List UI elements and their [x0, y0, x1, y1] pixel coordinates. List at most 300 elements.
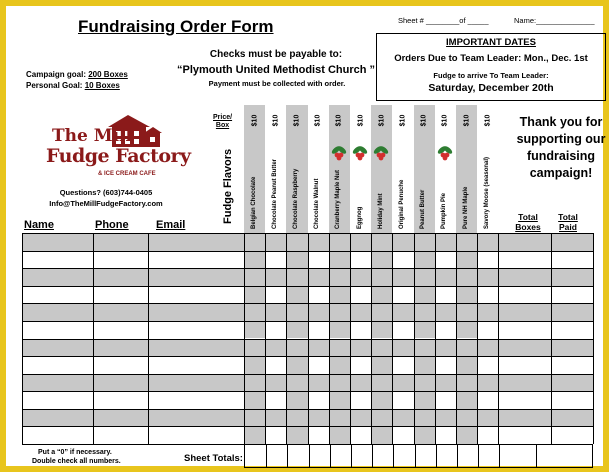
table-cell[interactable]	[371, 356, 392, 374]
table-cell[interactable]	[286, 321, 307, 339]
table-cell[interactable]	[551, 339, 593, 357]
table-cell[interactable]	[551, 233, 593, 251]
flavor-name: Eggnog	[356, 206, 363, 229]
column-divider	[593, 233, 594, 444]
table-cell[interactable]	[551, 321, 593, 339]
table-cell[interactable]	[286, 391, 307, 409]
table-cell[interactable]	[350, 374, 371, 392]
table-cell[interactable]	[414, 286, 435, 304]
table-cell[interactable]	[265, 409, 286, 427]
table-cell[interactable]	[308, 233, 329, 251]
table-cell[interactable]	[371, 374, 392, 392]
table-cell[interactable]	[308, 374, 329, 392]
table-cell[interactable]	[93, 426, 148, 444]
table-cell[interactable]	[244, 251, 265, 269]
table-cell[interactable]	[329, 286, 350, 304]
table-cell[interactable]	[392, 356, 413, 374]
campaign-goal	[26, 70, 128, 79]
table-cell[interactable]	[22, 233, 93, 251]
table-cell[interactable]	[93, 268, 148, 286]
campaign-goal-label: Campaign goal:	[26, 70, 89, 79]
table-cell[interactable]	[265, 356, 286, 374]
table-cell[interactable]	[498, 321, 551, 339]
table-cell[interactable]	[148, 339, 244, 357]
table-cell[interactable]	[244, 391, 265, 409]
table-cell[interactable]	[477, 339, 498, 357]
table-cell[interactable]	[22, 426, 93, 444]
table-cell[interactable]	[435, 374, 456, 392]
table-cell[interactable]	[551, 268, 593, 286]
table-cell[interactable]	[148, 303, 244, 321]
table-cell[interactable]	[329, 374, 350, 392]
table-cell[interactable]	[244, 233, 265, 251]
table-cell[interactable]	[93, 391, 148, 409]
table-cell[interactable]	[551, 391, 593, 409]
table-cell[interactable]	[477, 251, 498, 269]
flavor-price: $10	[420, 114, 428, 127]
logo-line-1: The Mill	[52, 126, 132, 146]
table-cell[interactable]	[477, 268, 498, 286]
table-cell[interactable]	[244, 374, 265, 392]
table-cell[interactable]	[392, 374, 413, 392]
table-cell[interactable]	[265, 251, 286, 269]
table-cell[interactable]	[371, 321, 392, 339]
table-cell[interactable]	[93, 233, 148, 251]
table-cell[interactable]	[414, 251, 435, 269]
column-divider	[371, 233, 372, 444]
table-cell[interactable]	[414, 268, 435, 286]
table-cell[interactable]	[265, 374, 286, 392]
table-cell[interactable]	[498, 374, 551, 392]
table-cell[interactable]	[265, 286, 286, 304]
table-cell[interactable]	[551, 251, 593, 269]
column-divider	[392, 233, 393, 444]
table-cell[interactable]	[22, 391, 93, 409]
table-cell[interactable]	[265, 426, 286, 444]
table-cell[interactable]	[456, 303, 477, 321]
table-cell[interactable]	[414, 339, 435, 357]
column-header-total-boxes	[511, 212, 545, 232]
table-cell[interactable]	[498, 339, 551, 357]
table-cell[interactable]	[244, 268, 265, 286]
column-divider	[551, 233, 552, 444]
table-cell[interactable]	[350, 251, 371, 269]
table-cell[interactable]	[456, 321, 477, 339]
flavor-name: Pumpkin Pie	[441, 192, 448, 229]
table-cell[interactable]	[551, 303, 593, 321]
table-cell[interactable]	[286, 303, 307, 321]
table-cell[interactable]	[392, 303, 413, 321]
total-cell[interactable]	[309, 445, 330, 467]
table-cell[interactable]	[498, 426, 551, 444]
flavor-price: $10	[272, 114, 280, 127]
personal-goal-label: Personal Goal:	[26, 81, 85, 90]
table-cell[interactable]	[477, 321, 498, 339]
column-header-name: Name	[24, 219, 54, 231]
table-cell[interactable]	[435, 303, 456, 321]
table-cell[interactable]	[371, 233, 392, 251]
flavor-column	[329, 105, 350, 233]
table-cell[interactable]	[308, 356, 329, 374]
table-cell[interactable]	[456, 426, 477, 444]
column-divider	[477, 233, 478, 444]
column-divider	[414, 233, 415, 444]
table-cell[interactable]	[286, 409, 307, 427]
table-cell[interactable]	[498, 286, 551, 304]
table-cell[interactable]	[265, 233, 286, 251]
table-cell[interactable]	[477, 356, 498, 374]
table-cell[interactable]	[414, 391, 435, 409]
table-cell[interactable]	[392, 391, 413, 409]
table-cell[interactable]	[414, 409, 435, 427]
total-paid-line-1: Total	[558, 212, 578, 222]
table-cell[interactable]	[286, 268, 307, 286]
table-cell[interactable]	[329, 339, 350, 357]
table-cell[interactable]	[414, 374, 435, 392]
total-cell[interactable]	[372, 445, 393, 467]
table-cell[interactable]	[308, 303, 329, 321]
table-cell[interactable]	[456, 268, 477, 286]
fudge-arrival-label: Fudge to arrive To Team Leader:	[433, 71, 549, 80]
flavor-price: $10	[441, 114, 449, 127]
flavor-column	[456, 105, 477, 233]
table-cell[interactable]	[435, 286, 456, 304]
table-cell[interactable]	[435, 321, 456, 339]
total-cell[interactable]	[457, 445, 478, 467]
column-divider	[265, 233, 266, 444]
table-cell[interactable]	[456, 356, 477, 374]
total-cell[interactable]	[415, 445, 436, 467]
table-cell[interactable]	[265, 303, 286, 321]
table-cell[interactable]	[93, 321, 148, 339]
table-cell[interactable]	[551, 286, 593, 304]
table-cell[interactable]	[286, 356, 307, 374]
table-cell[interactable]	[498, 409, 551, 427]
logo-line-2: Fudge Factory	[46, 145, 191, 167]
table-cell[interactable]	[308, 251, 329, 269]
table-cell[interactable]	[22, 251, 93, 269]
table-cell[interactable]	[148, 251, 244, 269]
table-cell[interactable]	[435, 251, 456, 269]
table-cell[interactable]	[265, 321, 286, 339]
table-cell[interactable]	[456, 286, 477, 304]
table-cell[interactable]	[392, 426, 413, 444]
table-cell[interactable]	[498, 251, 551, 269]
column-divider	[22, 233, 23, 444]
table-cell[interactable]	[244, 426, 265, 444]
table-cell[interactable]	[392, 339, 413, 357]
table-cell[interactable]	[371, 409, 392, 427]
table-cell[interactable]	[551, 356, 593, 374]
table-cell[interactable]	[456, 251, 477, 269]
flavor-column	[244, 105, 265, 233]
flavor-name: Chocolate Raspberry	[292, 168, 299, 229]
table-cell[interactable]	[498, 233, 551, 251]
table-cell[interactable]	[371, 251, 392, 269]
table-cell[interactable]	[435, 268, 456, 286]
table-cell[interactable]	[435, 233, 456, 251]
seller-name-field[interactable]: Name:______________	[514, 16, 595, 25]
table-cell[interactable]	[148, 409, 244, 427]
table-cell[interactable]	[22, 356, 93, 374]
contact-email[interactable]: Info@TheMillFudgeFactory.com	[49, 199, 163, 208]
table-cell[interactable]	[477, 303, 498, 321]
table-cell[interactable]	[350, 233, 371, 251]
table-cell[interactable]	[148, 426, 244, 444]
campaign-goal-value: 200 Boxes	[88, 70, 128, 79]
holly-icon	[373, 143, 389, 163]
thank-you-message: Thank you for supporting our fundraising campaign!	[516, 115, 606, 180]
column-divider	[93, 233, 94, 444]
holly-icon	[352, 143, 368, 163]
table-cell[interactable]	[286, 339, 307, 357]
table-cell[interactable]	[265, 391, 286, 409]
flavor-name: Holiday Mint	[377, 193, 384, 229]
table-cell[interactable]	[350, 303, 371, 321]
table-cell[interactable]	[371, 391, 392, 409]
flavor-name: Pure NH Maple	[462, 186, 469, 229]
table-cell[interactable]	[551, 426, 593, 444]
table-cell[interactable]	[371, 339, 392, 357]
table-cell[interactable]	[286, 286, 307, 304]
fudge-flavors-title: Fudge Flavors	[222, 148, 234, 224]
orders-due-date: Orders Due to Team Leader: Mon., Dec. 1st	[394, 53, 588, 64]
table-cell[interactable]	[148, 374, 244, 392]
table-cell[interactable]	[22, 268, 93, 286]
table-cell[interactable]	[244, 321, 265, 339]
table-cell[interactable]	[350, 268, 371, 286]
table-cell[interactable]	[308, 268, 329, 286]
table-cell[interactable]	[148, 233, 244, 251]
table-cell[interactable]	[435, 356, 456, 374]
table-cell[interactable]	[551, 374, 593, 392]
table-cell[interactable]	[392, 251, 413, 269]
table-cell[interactable]	[265, 339, 286, 357]
fudge-arrival-date: Saturday, December 20th	[428, 82, 554, 94]
table-cell[interactable]	[329, 356, 350, 374]
table-cell[interactable]	[308, 409, 329, 427]
table-cell[interactable]	[22, 321, 93, 339]
total-paid-line-2: Paid	[559, 222, 577, 232]
order-table	[22, 233, 593, 444]
table-cell[interactable]	[498, 356, 551, 374]
table-cell[interactable]	[435, 426, 456, 444]
table-cell[interactable]	[308, 286, 329, 304]
flavor-column	[414, 105, 435, 233]
column-divider	[498, 233, 499, 444]
table-cell[interactable]	[329, 426, 350, 444]
flavor-column	[308, 105, 329, 233]
table-cell[interactable]	[350, 426, 371, 444]
table-cell[interactable]	[244, 303, 265, 321]
table-cell[interactable]	[456, 409, 477, 427]
flavor-price: $10	[251, 114, 259, 127]
table-cell[interactable]	[477, 391, 498, 409]
table-cell[interactable]	[350, 286, 371, 304]
flavor-column	[265, 105, 286, 233]
table-cell[interactable]	[477, 374, 498, 392]
table-cell[interactable]	[498, 391, 551, 409]
table-cell[interactable]	[244, 286, 265, 304]
table-cell[interactable]	[392, 286, 413, 304]
table-cell[interactable]	[498, 303, 551, 321]
table-cell[interactable]	[93, 409, 148, 427]
total-cell[interactable]	[287, 445, 308, 467]
table-cell[interactable]	[371, 286, 392, 304]
table-cell[interactable]	[456, 339, 477, 357]
flavor-name: Savory Moose (seasonal)	[483, 156, 490, 229]
table-cell[interactable]	[456, 374, 477, 392]
table-cell[interactable]	[371, 426, 392, 444]
table-cell[interactable]	[22, 286, 93, 304]
table-cell[interactable]	[371, 303, 392, 321]
column-header-email: Email	[156, 219, 186, 231]
flavor-price: $10	[293, 114, 301, 127]
footer-note-double-check: Double check all numbers.	[32, 458, 121, 465]
table-cell[interactable]	[350, 391, 371, 409]
table-cell[interactable]	[93, 356, 148, 374]
table-cell[interactable]	[392, 268, 413, 286]
table-cell[interactable]	[414, 356, 435, 374]
table-cell[interactable]	[308, 339, 329, 357]
table-cell[interactable]	[265, 268, 286, 286]
table-cell[interactable]	[22, 303, 93, 321]
table-cell[interactable]	[148, 286, 244, 304]
flavor-column	[350, 105, 371, 233]
table-cell[interactable]	[93, 374, 148, 392]
table-cell[interactable]	[477, 286, 498, 304]
personal-goal-value: 10 Boxes	[84, 81, 120, 90]
table-cell[interactable]	[244, 409, 265, 427]
table-cell[interactable]	[148, 391, 244, 409]
table-cell[interactable]	[371, 268, 392, 286]
flavor-price: $10	[357, 114, 365, 127]
mill-fudge-factory-logo	[46, 113, 191, 187]
flavor-column	[392, 105, 413, 233]
table-cell[interactable]	[350, 356, 371, 374]
table-cell[interactable]	[93, 303, 148, 321]
total-boxes-line-2: Boxes	[515, 222, 541, 232]
table-cell[interactable]	[414, 233, 435, 251]
total-cell[interactable]	[266, 445, 287, 467]
table-cell[interactable]	[477, 409, 498, 427]
important-dates-title: IMPORTANT DATES	[446, 37, 536, 48]
table-cell[interactable]	[244, 339, 265, 357]
table-cell[interactable]	[148, 268, 244, 286]
total-cell[interactable]	[351, 445, 372, 467]
table-cell[interactable]	[392, 233, 413, 251]
table-cell[interactable]	[148, 356, 244, 374]
table-cell[interactable]	[350, 321, 371, 339]
table-cell[interactable]	[435, 409, 456, 427]
table-cell[interactable]	[414, 303, 435, 321]
table-cell[interactable]	[329, 233, 350, 251]
table-cell[interactable]	[93, 339, 148, 357]
table-cell[interactable]	[148, 321, 244, 339]
table-cell[interactable]	[329, 268, 350, 286]
personal-goal	[26, 81, 120, 90]
table-cell[interactable]	[286, 374, 307, 392]
flavor-price: $10	[484, 114, 492, 127]
table-cell[interactable]	[350, 409, 371, 427]
table-cell[interactable]	[308, 391, 329, 409]
table-cell[interactable]	[456, 391, 477, 409]
sheet-number-field[interactable]: Sheet # ________of _____	[398, 16, 489, 25]
table-cell[interactable]	[498, 268, 551, 286]
flavor-price: $10	[399, 114, 407, 127]
table-cell[interactable]	[22, 409, 93, 427]
flavor-price: $10	[463, 114, 471, 127]
flavor-column	[286, 105, 307, 233]
column-divider	[244, 233, 245, 444]
column-divider	[308, 233, 309, 444]
column-divider	[148, 233, 149, 444]
column-divider	[329, 233, 330, 444]
table-cell[interactable]	[329, 409, 350, 427]
column-divider	[350, 233, 351, 444]
total-cell[interactable]	[536, 445, 594, 467]
table-cell[interactable]	[435, 339, 456, 357]
table-cell[interactable]	[308, 426, 329, 444]
column-header-phone: Phone	[95, 219, 129, 231]
table-cell[interactable]	[477, 233, 498, 251]
total-cell[interactable]	[499, 445, 536, 467]
total-cell[interactable]	[478, 445, 499, 467]
table-cell[interactable]	[392, 409, 413, 427]
table-cell[interactable]	[435, 391, 456, 409]
flavor-price: $10	[335, 114, 343, 127]
table-cell[interactable]	[350, 339, 371, 357]
church-name: “Plymouth United Methodist Church ”	[177, 64, 375, 76]
table-cell[interactable]	[329, 303, 350, 321]
total-cell[interactable]	[393, 445, 414, 467]
table-cell[interactable]	[329, 251, 350, 269]
table-cell[interactable]	[308, 321, 329, 339]
holly-icon	[331, 143, 347, 163]
flavor-name: Chocolate Walnut	[314, 178, 321, 229]
table-cell[interactable]	[456, 233, 477, 251]
column-divider	[456, 233, 457, 444]
total-cell[interactable]	[436, 445, 457, 467]
flavor-price: $10	[378, 114, 386, 127]
checks-payable-heading: Checks must be payable to:	[209, 49, 343, 60]
table-cell[interactable]	[286, 426, 307, 444]
table-cell[interactable]	[392, 321, 413, 339]
important-dates-box	[376, 33, 606, 101]
price-per-box-label	[213, 114, 232, 130]
table-cell[interactable]	[551, 409, 593, 427]
table-cell[interactable]	[286, 251, 307, 269]
table-cell[interactable]	[22, 374, 93, 392]
payment-note: Payment must be collected with order.	[208, 79, 346, 88]
total-cell[interactable]	[245, 445, 266, 467]
table-cell[interactable]	[414, 321, 435, 339]
table-cell[interactable]	[22, 339, 93, 357]
flavor-column	[371, 105, 392, 233]
table-cell[interactable]	[477, 426, 498, 444]
table-cell[interactable]	[286, 233, 307, 251]
flavor-name: Chocolate Peanut Butter	[271, 158, 278, 229]
column-header-total-paid	[553, 212, 583, 232]
table-cell[interactable]	[414, 426, 435, 444]
table-cell[interactable]	[329, 321, 350, 339]
flavor-name: Peanut Butter	[420, 189, 427, 229]
table-cell[interactable]	[329, 391, 350, 409]
total-cell[interactable]	[330, 445, 351, 467]
table-cell[interactable]	[93, 286, 148, 304]
table-cell[interactable]	[244, 356, 265, 374]
table-cell[interactable]	[93, 251, 148, 269]
